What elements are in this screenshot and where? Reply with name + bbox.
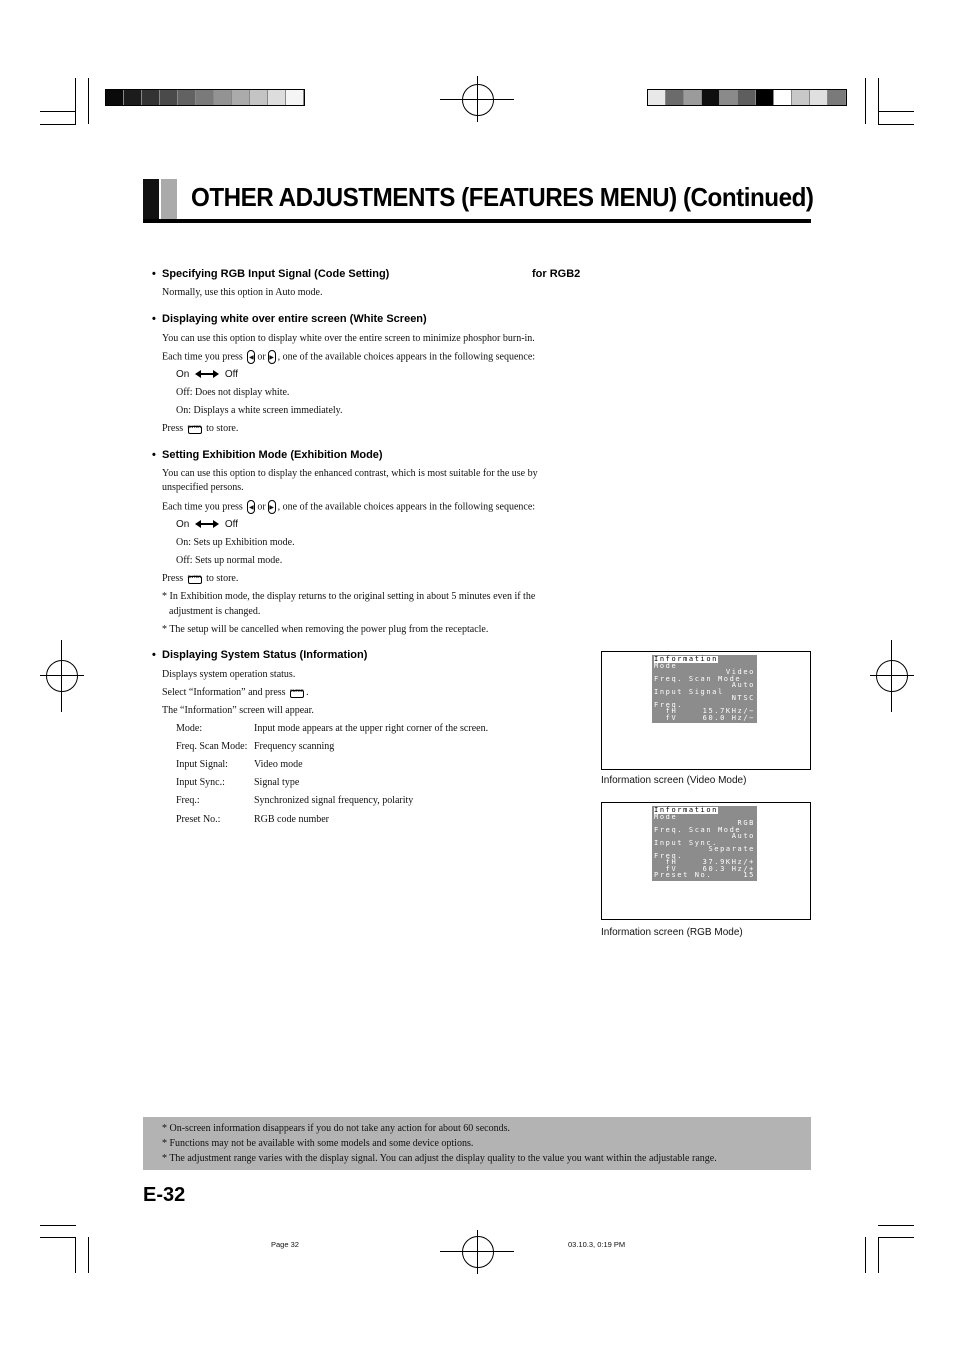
osd-value: Video [725, 668, 755, 676]
exhibition-note-2: * The setup will be cancelled when removing the power plug from the receptacle. [162, 624, 489, 635]
color-swatch [702, 90, 720, 105]
white-screen-sequence [162, 350, 535, 364]
info-term: Input Sync.: [176, 777, 225, 788]
color-swatch [106, 90, 124, 105]
osd-label: Freq. Scan Mode [654, 825, 742, 834]
osd-value: NTSC [731, 694, 755, 702]
information-screen-rgb [601, 802, 811, 920]
exhibition-option-off: Off: Sets up normal mode. [176, 555, 283, 566]
osd-label: fH [654, 707, 678, 715]
right-arrow-button-icon: ▶ [268, 500, 276, 514]
osd-label: Freq. Scan Mode [654, 674, 742, 683]
heading-code-setting [152, 268, 390, 280]
on-label: On [176, 519, 190, 530]
enter-label: ENTER [290, 688, 304, 694]
caption-rgb: Information screen (RGB Mode) [601, 927, 743, 938]
color-swatch [250, 90, 268, 105]
osd-label: Freq. [654, 700, 684, 709]
seq-or: or [257, 501, 266, 513]
color-swatch [286, 90, 304, 105]
osd-value: Auto [731, 832, 755, 840]
code-setting-text: Normally, use this option in Auto mode. [162, 287, 323, 298]
color-swatch [756, 90, 774, 105]
press-text: Press [162, 573, 184, 584]
color-swatch [720, 90, 738, 105]
notes-box [143, 1117, 811, 1170]
info-desc: Synchronized signal frequency, polarity [254, 795, 414, 806]
information-desc: Displays system operation status. [162, 669, 296, 680]
select-end: . [306, 687, 309, 698]
color-swatch [142, 90, 160, 105]
store-text: to store. [206, 573, 239, 584]
info-term: Mode: [176, 723, 203, 734]
color-swatch [738, 90, 756, 105]
title-accent-black [143, 179, 159, 219]
page-header [143, 179, 814, 224]
off-label: Off [224, 519, 239, 530]
information-appear: The “Information” screen will appear. [162, 705, 314, 716]
exhibition-note-1a: * In Exhibition mode, the display returns to the original setting in about 5 minutes even if the [162, 591, 536, 602]
rgb2-tag: for RGB2 [532, 268, 581, 280]
seq-text: Each time you press [162, 351, 243, 363]
information-screen-video [601, 651, 811, 770]
osd-row [654, 872, 755, 879]
note-item: * The adjustment range varies with the display signal. You can adjust the display quality to the value you want within the adjustable range. [162, 1153, 717, 1164]
osd-value: 15 [743, 871, 755, 879]
color-swatch [124, 90, 142, 105]
color-swatch [666, 90, 684, 105]
enter-button-icon [188, 423, 202, 434]
bullet: • [152, 449, 156, 461]
color-swatch [684, 90, 702, 105]
left-arrow-button-icon: ◀ [247, 500, 255, 514]
osd-value: 60.3 Hz/+ [702, 864, 755, 873]
caption-video: Information screen (Video Mode) [601, 775, 747, 786]
seq-or: or [257, 351, 266, 363]
info-term: Preset No.: [176, 814, 221, 825]
on-label: On [176, 369, 190, 380]
title-rule [143, 219, 811, 223]
osd-value: RGB [737, 819, 755, 827]
color-bar-left [105, 89, 305, 106]
color-bar-right [647, 89, 847, 106]
white-screen-toggle-seq [176, 368, 238, 382]
color-swatch [160, 90, 178, 105]
osd-label: Mode [654, 661, 678, 670]
color-swatch [648, 90, 666, 105]
bullet: • [152, 313, 156, 325]
info-desc: RGB code number [254, 814, 329, 825]
seq-text-2: , one of the available choices appears in the following sequence: [277, 501, 536, 513]
seq-text: Each time you press [162, 501, 243, 513]
info-term: Freq. Scan Mode: [176, 741, 248, 752]
press-text: Press [162, 423, 184, 434]
bullet: • [152, 268, 156, 280]
heading-text: Displaying System Status (Information) [162, 649, 368, 661]
page-title: OTHER ADJUSTMENTS (FEATURES MENU) (Continued) [191, 182, 814, 212]
heading-information [152, 649, 368, 661]
heading-white-screen [152, 313, 427, 325]
enter-label: ENTER [187, 424, 202, 430]
color-swatch [774, 90, 792, 105]
color-swatch [810, 90, 828, 105]
osd-label: fV [654, 864, 678, 873]
select-text: Select “Information” and press [162, 687, 286, 698]
left-arrow-button-icon: ◀ [247, 350, 255, 364]
osd-label: Mode [654, 812, 678, 821]
info-desc: Video mode [254, 759, 303, 770]
off-label: Off [224, 369, 239, 380]
seq-text-2: , one of the available choices appears in the following sequence: [277, 351, 536, 363]
exhibition-desc-2: unspecified persons. [162, 482, 244, 493]
information-select [162, 686, 309, 700]
exhibition-toggle-seq [176, 518, 238, 532]
osd-label: Input Signal [654, 687, 724, 696]
osd-label: fH [654, 858, 678, 866]
info-desc: Signal type [254, 777, 300, 788]
heading-text: Setting Exhibition Mode (Exhibition Mode) [162, 449, 383, 461]
color-swatch [178, 90, 196, 105]
exhibition-option-on: On: Sets up Exhibition mode. [176, 537, 295, 548]
white-screen-desc: You can use this option to display white over the entire screen to minimize phosphor burn-in. [162, 333, 535, 344]
osd-row [654, 715, 755, 722]
note-item: * On-screen information disappears if you do not take any action for about 60 seconds. [162, 1123, 510, 1134]
bidirectional-arrow-icon [195, 520, 219, 528]
osd-header: Information [654, 806, 718, 814]
bullet: • [152, 649, 156, 661]
info-term: Input Signal: [176, 759, 228, 770]
exhibition-store [162, 572, 238, 586]
color-swatch [232, 90, 250, 105]
osd-label: Input Sync. [654, 838, 718, 847]
info-desc: Input mode appears at the upper right corner of the screen. [254, 723, 489, 734]
exhibition-note-1b: adjustment is changed. [169, 606, 261, 617]
osd-value: Auto [731, 681, 755, 689]
heading-exhibition-mode [152, 449, 383, 461]
store-text: to store. [206, 423, 239, 434]
right-arrow-button-icon: ▶ [268, 350, 276, 364]
color-swatch [196, 90, 214, 105]
footer-date: 03.10.3, 0:19 PM [568, 1240, 626, 1249]
osd-value: 15.7KHz/− [702, 707, 755, 715]
white-screen-store [162, 422, 238, 436]
heading-text: Displaying white over entire screen (White Screen) [162, 313, 427, 325]
osd-panel-rgb [652, 806, 757, 881]
exhibition-sequence [162, 500, 535, 514]
info-term: Freq.: [176, 795, 200, 806]
osd-value: Separate [708, 845, 755, 853]
page-number: E-32 [143, 1184, 186, 1206]
color-swatch [214, 90, 232, 105]
osd-label: Preset No. [654, 871, 713, 879]
white-screen-option-off: Off: Does not display white. [176, 387, 290, 398]
info-desc: Frequency scanning [254, 741, 335, 752]
heading-text: Specifying RGB Input Signal (Code Setting) [162, 268, 390, 280]
osd-value: 60.0 Hz/− [702, 713, 755, 722]
title-accent-grey [161, 179, 177, 219]
osd-label: fV [654, 713, 678, 722]
white-screen-option-on: On: Displays a white screen immediately. [176, 405, 343, 416]
osd-header: Information [654, 655, 718, 663]
osd-panel-video [652, 655, 757, 723]
color-swatch [792, 90, 810, 105]
color-swatch [828, 90, 846, 105]
note-item: * Functions may not be available with some models and some device options. [162, 1138, 474, 1149]
osd-label: Freq. [654, 851, 684, 860]
exhibition-desc-1: You can use this option to display the enhanced contrast, which is most suitable for the use by [162, 468, 538, 479]
osd-value: 37.9KHz/+ [702, 858, 755, 866]
footer-page: Page 32 [271, 1240, 299, 1249]
enter-button-icon [290, 687, 304, 698]
enter-label: ENTER [187, 574, 202, 580]
enter-button-icon [188, 573, 202, 584]
color-swatch [268, 90, 286, 105]
bidirectional-arrow-icon [195, 370, 219, 378]
